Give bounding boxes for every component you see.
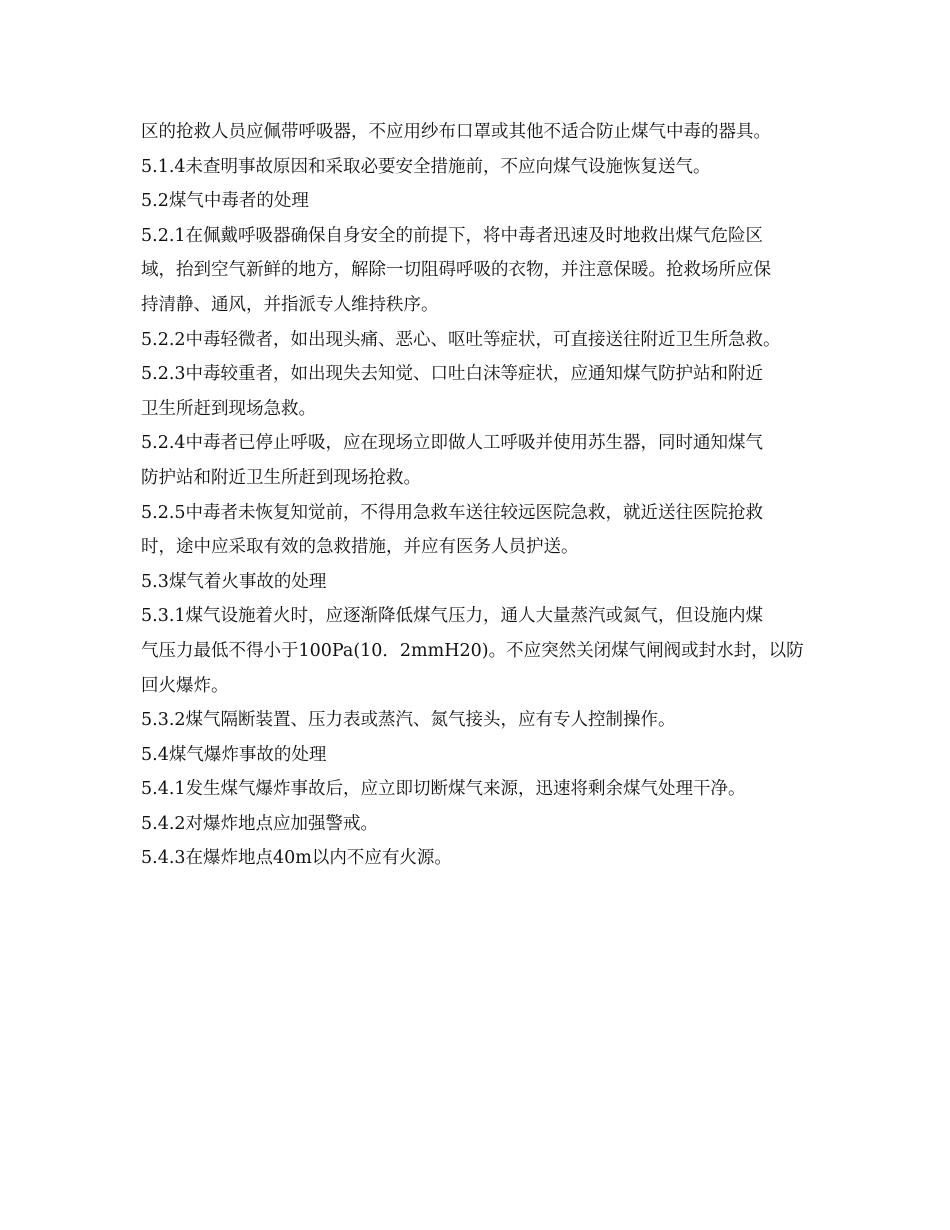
text-line: 防护站和附近卫生所赶到现场抢救。: [141, 467, 421, 488]
clause-5-2-1: 5.2.1在佩戴呼吸器确保自身安全的前提下，将中毒者迅速及时地救出煤气危险区: [141, 225, 764, 246]
text-line: 区的抢救人员应佩带呼吸器，不应用纱布口罩或其他不适合防止煤气中毒的器具。: [141, 122, 771, 142]
text-line: 持清静、通风，并指派专人维持秩序。: [141, 294, 439, 315]
clause-5-2-2: 5.2.2中毒轻微者，如出现头痛、恶心、呕吐等症状，可直接送往附近卫生所急救。: [141, 329, 781, 350]
text-line: 时，途中应采取有效的急救措施，并应有医务人员护送。: [141, 537, 579, 558]
clause-5-4-3: 5.4.3在爆炸地点40m以内不应有火源。: [141, 848, 452, 869]
section-heading-5-4: 5.4煤气爆炸事故的处理: [141, 744, 327, 765]
clause-5-2-5: 5.2.5中毒者未恢复知觉前，不得用急救车送往较远医院急救，就近送往医院抢救: [141, 502, 764, 523]
text-line: 气压力最低不得小于100Pa(10．2mmH20)。不应突然关闭煤气闸阀或封水封，以防: [141, 640, 804, 661]
clause-5-2-3: 5.2.3中毒较重者，如出现失去知觉、口吐白沫等症状，应通知煤气防护站和附近: [141, 364, 764, 385]
clause-5-1-4: 5.1.4未查明事故原因和采取必要安全措施前，不应向煤气设施恢复送气。: [141, 156, 711, 177]
clause-5-3-2: 5.3.2煤气隔断装置、压力表或蒸汽、氮气接头，应有专人控制操作。: [141, 710, 676, 731]
text-line: 回火爆炸。: [141, 675, 229, 696]
text-line: 域，抬到空气新鲜的地方，解除一切阻碍呼吸的衣物，并注意保暖。抢救场所应保: [141, 260, 771, 281]
clause-5-3-1: 5.3.1煤气设施着火时，应逐渐降低煤气压力，通人大量蒸汽或氮气，但设施内煤: [141, 606, 764, 627]
clause-5-2-4: 5.2.4中毒者已停止呼吸，应在现场立即做人工呼吸并使用苏生器，同时通知煤气: [141, 433, 764, 454]
text-line: 卫生所赶到现场急救。: [141, 398, 316, 419]
section-heading-5-2: 5.2煤气中毒者的处理: [141, 191, 309, 212]
section-heading-5-3: 5.3煤气着火事故的处理: [141, 571, 327, 592]
document-body: [141, 115, 821, 876]
clause-5-4-2: 5.4.2对爆炸地点应加强警戒。: [141, 813, 379, 834]
clause-5-4-1: 5.4.1发生煤气爆炸事故后，应立即切断煤气来源，迅速将剩余煤气处理干净。: [141, 779, 746, 800]
